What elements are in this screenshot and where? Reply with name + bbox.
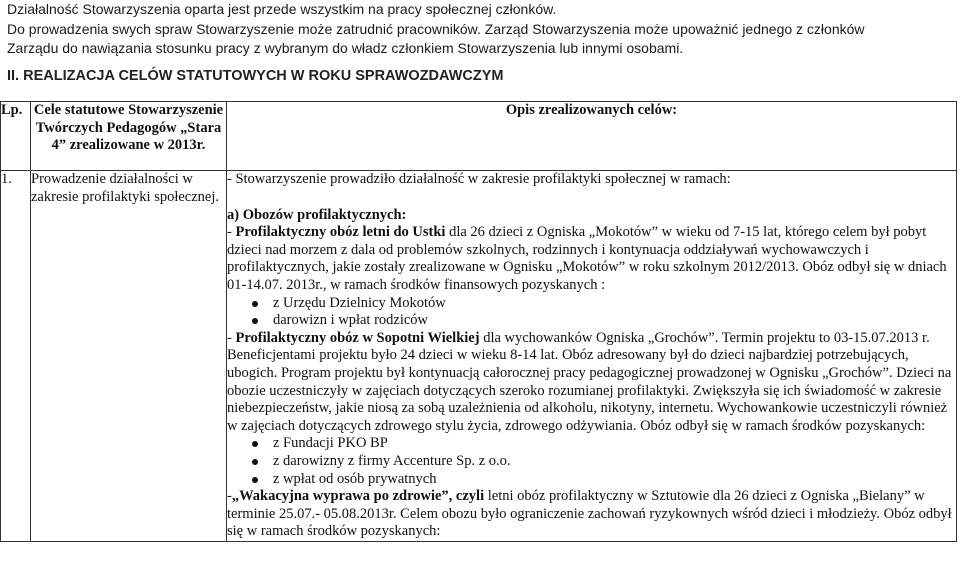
camp-sopotnia: - Profilaktyczny obóz w Sopotni Wielkiej dla wychowanków Ogniska „Grochów”. Termin projektu to 03-15.07.2013 r. Beneficjentami projektu było 24 dzieci w wieku 8-14 lat. Obóz adresowany był do dzieci najbardziej potrzebujących, ubogich. Program projektu był kontynuacją całorocznej pracy pedagogicznej prowadzonej w Ognisku „Grochów”. Dzieci na obozie uczestniczyły w zajęciach dotyczących szeroko rozumianej profilaktyki. Zwiększyła się ich świadomość w zakresie niebezpieczeństw, jakie niosą za sobą uzależnienia od alkoholu, nikotyny, internetu. Wychowankowie uczestniczyli również w zajęciach dotyczących zdrowego stylu życia, zdrowego odżywiania. Obóz odbył się w ramach środków pozyskanych:: [227, 329, 952, 434]
intro-line-3: Zarządu do nawiązania stosunku pracy z wybranym do władz członkiem Stowarzyszenia lub innymi osobami.: [7, 40, 684, 56]
description-intro: - Stowarzyszenie prowadziło działalność w zakresie profilaktyki społecznej w ramach:: [227, 171, 731, 187]
row-description: [227, 171, 957, 542]
camps-title: a) Obozów profilaktycznych:: [227, 206, 407, 223]
intro-line-2: Do prowadzenia swych spraw Stowarzyszenie może zatrudnić pracowników. Zarząd Stowarzyszenia może upoważnić jednego z członków: [7, 20, 865, 37]
list-item: z wpłat od osób prywatnych: [273, 471, 956, 489]
section-heading: II. REALIZACJA CELÓW STATUTOWYCH W ROKU SPRAWOZDAWCZYM: [7, 68, 504, 84]
camp-ustka: - Profilaktyczny obóz letni do Ustki dla 26 dzieci z Ogniska „Mokotów” w wieku od 7-15 lat, którego celem był pobyt dzieci nad morzem z dala od problemów szkolnych, rodzinnych i kontynuacja oddziaływań wychowawczych i profilaktycznych, jakie zostały zrealizowane w Ognisku „Mokotów” w roku szkolnym 2012/2013. Obóz odbył się w dniach 01-14.07. 2013r., w ramach środków finansowych pozyskanych :: [227, 224, 947, 293]
camp-sztutowo: -„Wakacyjna wyprawa po zdrowie”, czyli letni obóz profilaktyczny w Sztutowie dla 26 dzieci z Ogniska „Bielany” w terminie 25.07.- 05.08.2013r. Celem obozu było ograniczenie zachowań ryzykownych wśród dzieci i młodzieży. Obóz odbył się w ramach środków pozyskanych:: [227, 488, 952, 540]
table-row: [1, 171, 957, 542]
camp-sopotnia-funding-list: [227, 435, 956, 488]
goals-table: [0, 101, 957, 542]
intro-line-1: Działalność Stowarzyszenia oparta jest przede wszystkim na pracy społecznej członków.: [7, 1, 557, 17]
table-header-row: [1, 102, 957, 171]
camp-ustka-funding-list: [227, 295, 956, 330]
list-item: z darowizny z firmy Accenture Sp. z o.o.: [273, 453, 956, 471]
list-item: z Fundacji PKO BP: [273, 435, 956, 453]
header-lp: Lp.: [1, 102, 31, 171]
list-item: z Urzędu Dzielnicy Mokotów: [273, 295, 956, 313]
header-goal: Cele statutowe Stowarzyszenie Twórczych Pedagogów „Stara 4” zrealizowane w 2013r.: [31, 102, 227, 171]
row-goal: Prowadzenie działalności w zakresie profilaktyki społecznej.: [31, 171, 227, 542]
intro-text: [7, 0, 952, 59]
header-description: Opis zrealizowanych celów:: [227, 102, 957, 171]
row-number: 1.: [1, 171, 31, 542]
list-item: darowizn i wpłat rodziców: [273, 312, 956, 330]
